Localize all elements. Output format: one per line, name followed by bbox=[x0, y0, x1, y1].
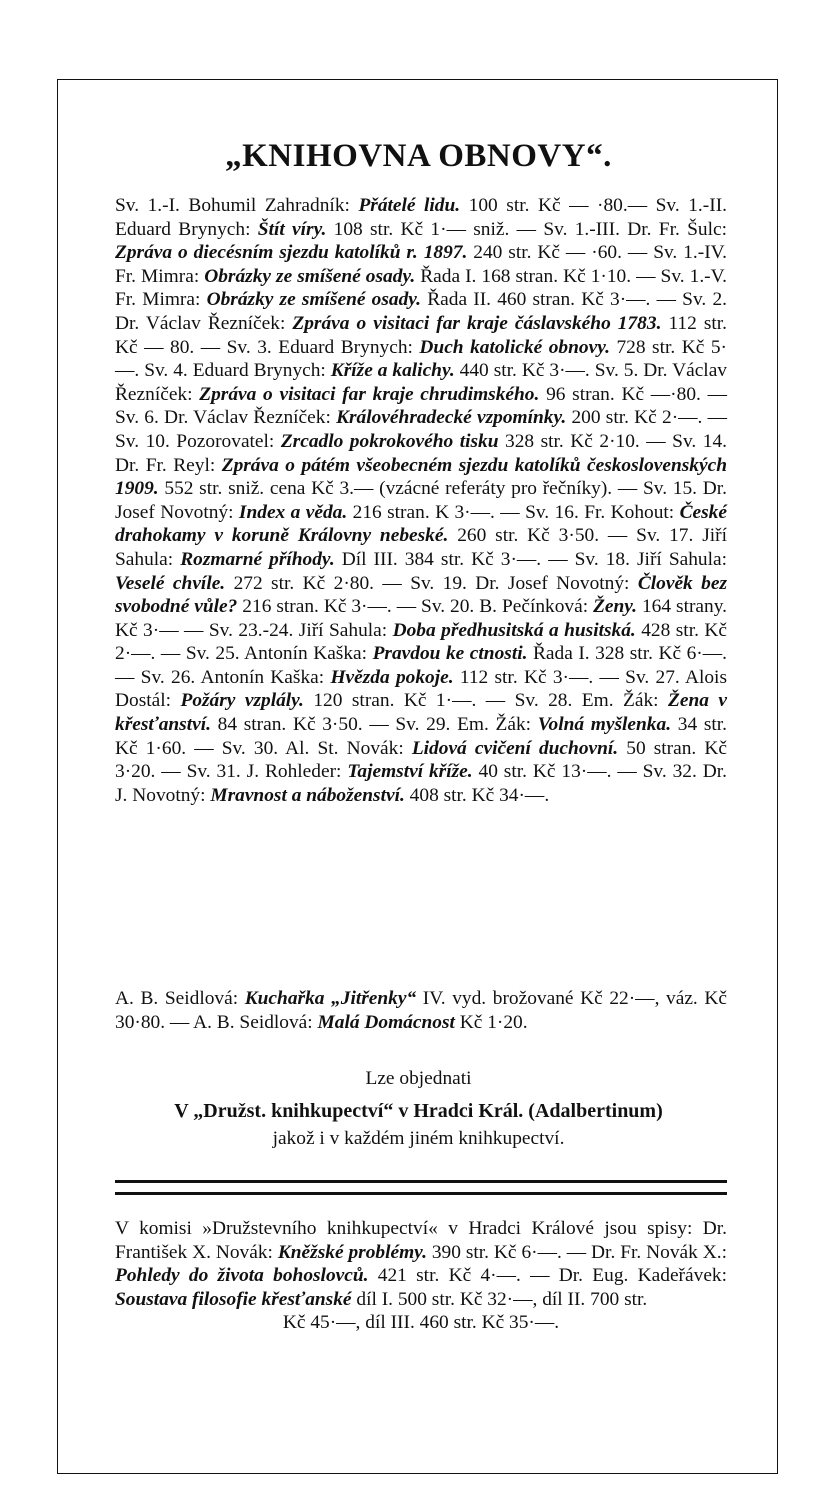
order-note: jakož i v každém jiném knihkupectví. bbox=[272, 1128, 565, 1149]
komisi-text: V komisi »Družstevního knihkupectví« v Hradci Králové jsou spisy: Dr. František X. Novák: Kněžské problémy. 390 str. Kč 6·—. — Dr. Fr. Novák X.: Pohledy do života bohoslovců. 421 str. Kč 4·—. — Dr. Eug. Kadeřávek: Soustava filosofie křesťanské díl I. 500 str. Kč 32·—, díl II. 700 str. bbox=[115, 1218, 728, 1310]
divider-top bbox=[115, 1180, 727, 1183]
order-intro: Lze objednati bbox=[365, 1068, 472, 1089]
seidlova-paragraph: A. B. Seidlová: Kuchařka „Jitřenky“ IV. vyd. brožované Kč 22·—, váz. Kč 30·80. — A. B. Seidlová: Malá Domácnost Kč 1·20. bbox=[115, 988, 728, 1033]
komisi-paragraph bbox=[115, 1217, 727, 1335]
page-title: „KNIHOVNA OBNOVY“. bbox=[225, 138, 612, 174]
order-publisher: V „Družst. knihkupectví“ v Hradci Král. (Adalbertinum) bbox=[174, 1100, 663, 1122]
komisi-last-line: Kč 45·—, díl III. 460 str. Kč 35·—. bbox=[282, 1312, 560, 1334]
catalogue-paragraph: Sv. 1.-I. Bohumil Zahradník: Přátelé lidu. 100 str. Kč — ·80.— Sv. 1.-II. Eduard Brynych: Štít víry. 108 str. Kč 1·— sniž. — Sv. 1.-III. Dr. Fr. Šulc: Zpráva o diecésním sjezdu katolíků r. 1897. 240 str. Kč — ·60. — Sv. 1.-IV. Fr. Mimra: Obrázky ze smíšené osady. Řada I. 168 stran. Kč 1·10. — Sv. 1.-V. Fr. Mimra: Obrázky ze smíšené osady. Řada II. 460 stran. Kč 3·—. — Sv. 2. Dr. Václav Řezníček: Zpráva o visitaci far kraje čáslavského 1783. 112 str. Kč — 80. — Sv. 3. Eduard Brynych: Duch katolické obnovy. 728 str. Kč 5·—. Sv. 4. Eduard Brynych: Kříže a kalichy. 440 str. Kč 3·—. Sv. 5. Dr. Václav Řezníček: Zpráva o visitaci far kraje chrudimského. 96 stran. Kč —·80. — Sv. 6. Dr. Václav Řezníček: Královéhradecké vzpomínky. 200 str. Kč 2·—. — Sv. 10. Pozorovatel: Zrcadlo pokrokového tisku 328 str. Kč 2·10. — Sv. 14. Dr. Fr. Reyl: Zpráva o pátém všeobecném sjezdu katolíků československých 1909. 552 str. sniž. cena Kč 3.— (vzácné referáty pro řečníky). — Sv. 15. Dr. Josef Novotný: Index a věda. 216 stran. K 3·—. — Sv. 16. Fr. Kohout: České drahokamy v koruně Královny nebeské. 260 str. Kč 3·50. — Sv. 17. Jiří Sahula: Rozmarné příhody. Díl III. 384 str. Kč 3·—. — Sv. 18. Jiří Sahula: Veselé chvíle. 272 str. Kč 2·80. — Sv. 19. Dr. Josef Novotný: Člověk bez svobodné vůle? 216 stran. Kč 3·—. — Sv. 20. B. Pečínková: Ženy. 164 strany. Kč 3·— — Sv. 23.-24. Jiří Sahula: Doba předhusitská a husitská. 428 str. Kč 2·—. — Sv. 25. Antonín Kaška: Pravdou ke ctnosti. Řada I. 328 str. Kč 6·—. — Sv. 26. Antonín Kaška: Hvězda pokoje. 112 str. Kč 3·—. — Sv. 27. Alois Dostál: Požáry vzplály. 120 stran. Kč 1·—. — Sv. 28. Em. Žák: Žena v křesťanství. 84 stran. Kč 3·50. — Sv. 29. Em. Žák: Volná myšlenka. 34 str. Kč 1·60. — Sv. 30. Al. St. Novák: Lidová cvičení duchovní. 50 stran. Kč 3·20. — Sv. 31. J. Rohleder: Tajemství kříže. 40 str. Kč 13·—. — Sv. 32. Dr. J. Novotný: Mravnost a náboženství. 408 str. Kč 34·—. bbox=[115, 195, 728, 806]
divider-bottom bbox=[115, 1192, 727, 1195]
